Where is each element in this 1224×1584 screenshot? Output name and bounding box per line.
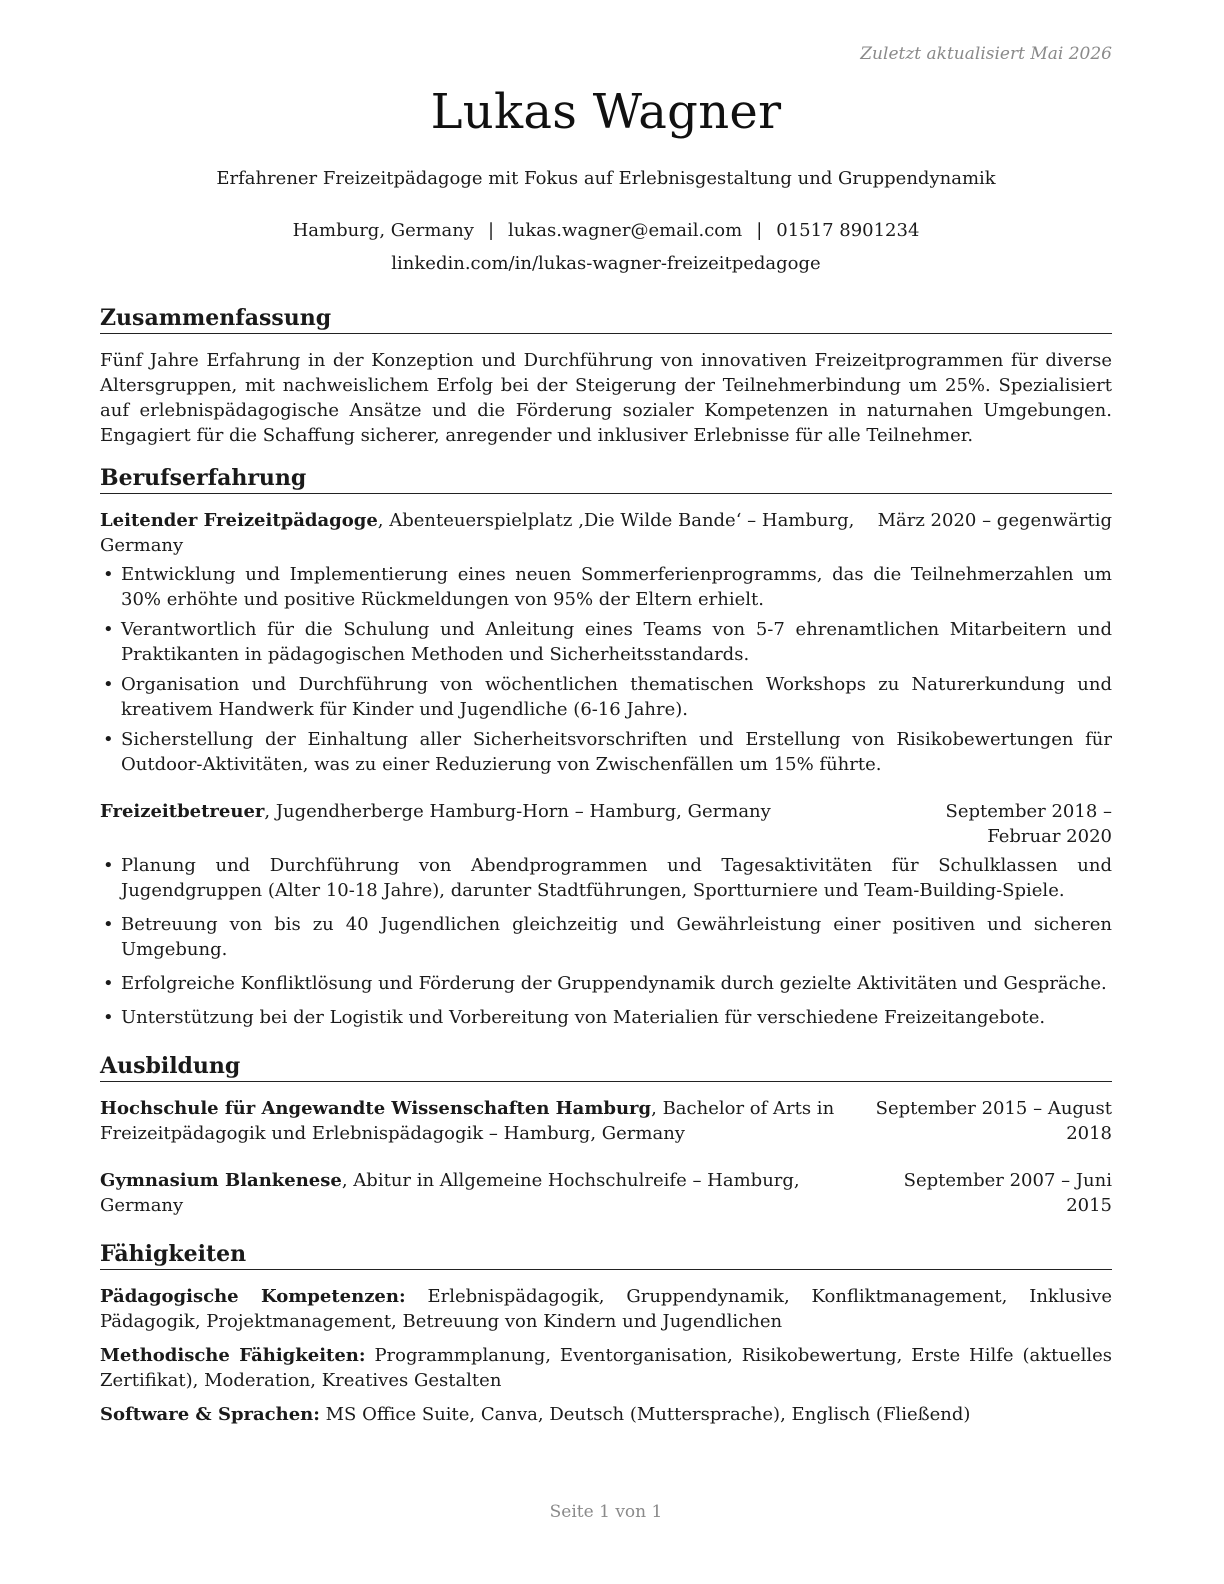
skill-row [100, 1284, 1112, 1334]
job-dates: März 2020 – gegenwärtig [877, 510, 1112, 531]
school-name: Hochschule für Angewandte Wissenschaften Hamburg [100, 1098, 652, 1119]
summary-section [100, 304, 1112, 448]
degree: , Bachelor of Arts in Freizeitpädagogik und Erlebnispädagogik – Hamburg, Germany [100, 1098, 835, 1144]
education-dates: September 2007 – Juni 2015 [903, 1170, 1112, 1216]
contact-separator: | [756, 220, 763, 241]
skill-label: Methodische Fähigkeiten: [100, 1345, 366, 1366]
job-role: Freizeitbetreuer [100, 801, 265, 822]
job-organization: , Abenteuerspielplatz ‚Die Wilde Bande‘ – Hamburg, Germany [100, 510, 855, 556]
list-item: • Erfolgreiche Konfliktlösung und Förderung der Gruppendynamik durch gezielte Aktivitäten und Gespräche. [100, 971, 1112, 996]
section-title-skills: Fähigkeiten [100, 1240, 1112, 1270]
skill-value: Erlebnispädagogik, Gruppendynamik, Konfliktmanagement, Inklusive Pädagogik, Projektmanagement, Betreuung von Kindern und Jugendlichen [100, 1286, 1112, 1332]
skill-row [100, 1343, 1112, 1393]
education-title-line [100, 1168, 872, 1218]
location: Hamburg, Germany [292, 220, 474, 241]
education-dates: September 2015 – August 2018 [875, 1098, 1112, 1144]
resume-body [100, 304, 1112, 1436]
tagline: Erfahrener Freizeitpädagoge mit Fokus auf Erlebnisgestaltung und Gruppendynamik [216, 168, 996, 189]
school-name: Gymnasium Blankenese [100, 1170, 342, 1191]
degree: , Abitur in Allgemeine Hochschulreife – Hamburg, Germany [100, 1170, 800, 1216]
list-item: • Verantwortlich für die Schulung und Anleitung eines Teams von 5-7 ehrenamtlichen Mitarbeitern und Praktikanten in pädagogischen Methoden und Sicherheitsstandards. [100, 617, 1112, 667]
job-entry [100, 508, 1112, 777]
list-item: • Unterstützung bei der Logistik und Vorbereitung von Materialien für verschiedene Freizeitangebote. [100, 1005, 1112, 1030]
list-item: • Organisation und Durchführung von wöchentlichen thematischen Workshops zu Naturerkundung und kreativem Handwerk für Kinder und Jugendliche (6-16 Jahre). [100, 672, 1112, 722]
job-organization: , Jugendherberge Hamburg-Horn – Hamburg, Germany [264, 801, 771, 822]
education-entry [100, 1168, 1112, 1218]
skills-section [100, 1240, 1112, 1427]
job-header [100, 508, 1112, 558]
list-item: • Betreuung von bis zu 40 Jugendlichen gleichzeitig und Gewährleistung einer positiven und sicheren Umgebung. [100, 912, 1112, 962]
experience-section [100, 464, 1112, 1030]
skill-label: Software & Sprachen: [100, 1404, 320, 1425]
job-entry [100, 799, 1112, 1030]
contact-line [0, 220, 1212, 241]
skill-row [100, 1402, 1112, 1427]
section-title-experience: Berufserfahrung [100, 464, 1112, 494]
list-item: • Entwicklung und Implementierung eines neuen Sommerferienprogramms, das die Teilnehmerzahlen um 30% erhöhte und positive Rückmeldungen von 95% der Eltern erhielt. [100, 562, 1112, 612]
skill-value: Programmplanung, Eventorganisation, Risikobewertung, Erste Hilfe (aktuelles Zertifikat), Moderation, Kreatives Gestalten [100, 1345, 1112, 1391]
job-title-line [100, 508, 878, 558]
list-item: • Planung und Durchführung von Abendprogrammen und Tagesaktivitäten für Schulklassen und Jugendgruppen (Alter 10-18 Jahre), darunter Stadtführungen, Sportturniere und Team-Building-Spiele. [100, 853, 1112, 903]
job-bullets [100, 562, 1112, 777]
last-updated: Zuletzt aktualisiert Mai 2026 [860, 44, 1112, 64]
education-section [100, 1052, 1112, 1218]
job-header [100, 799, 1112, 849]
phone-number: 01517 8901234 [776, 220, 920, 241]
email-link[interactable]: lukas.wagner@email.com [508, 220, 743, 241]
skill-label: Pädagogische Kompetenzen: [100, 1286, 406, 1307]
job-dates: September 2018 – Februar 2020 [945, 801, 1112, 847]
job-bullets [100, 853, 1112, 1030]
section-title-summary: Zusammenfassung [100, 304, 1112, 334]
education-title-line [100, 1096, 872, 1146]
page-number: Seite 1 von 1 [549, 1502, 663, 1522]
job-role: Leitender Freizeitpädagoge [100, 510, 378, 531]
candidate-name: Lukas Wagner [430, 84, 782, 140]
education-entry [100, 1096, 1112, 1146]
linkedin-link[interactable]: linkedin.com/in/lukas-wagner-freizeitpedagoge [391, 253, 821, 274]
skill-value: MS Office Suite, Canva, Deutsch (Muttersprache), Englisch (Fließend) [319, 1404, 971, 1425]
contact-separator: | [487, 220, 495, 241]
list-item: • Sicherstellung der Einhaltung aller Sicherheitsvorschriften und Erstellung von Risikobewertungen für Outdoor-Aktivitäten, was zu einer Reduzierung von Zwischenfällen um 15% führte. [100, 727, 1112, 777]
summary-text: Fünf Jahre Erfahrung in der Konzeption und Durchführung von innovativen Freizeitprogrammen für diverse Altersgruppen, mit nachweislichem Erfolg bei der Steigerung der Teilnehmerbindung um 25%. Spezialisiert auf erlebnispädagogische Ansätze und die Förderung sozialer Kompetenzen in naturnahen Umgebungen. Engagiert für die Schaffung sicherer, anregender und inklusiver Erlebnisse für alle Teilnehmer. [100, 350, 1112, 446]
section-title-education: Ausbildung [100, 1052, 1112, 1082]
job-title-line [100, 799, 872, 824]
